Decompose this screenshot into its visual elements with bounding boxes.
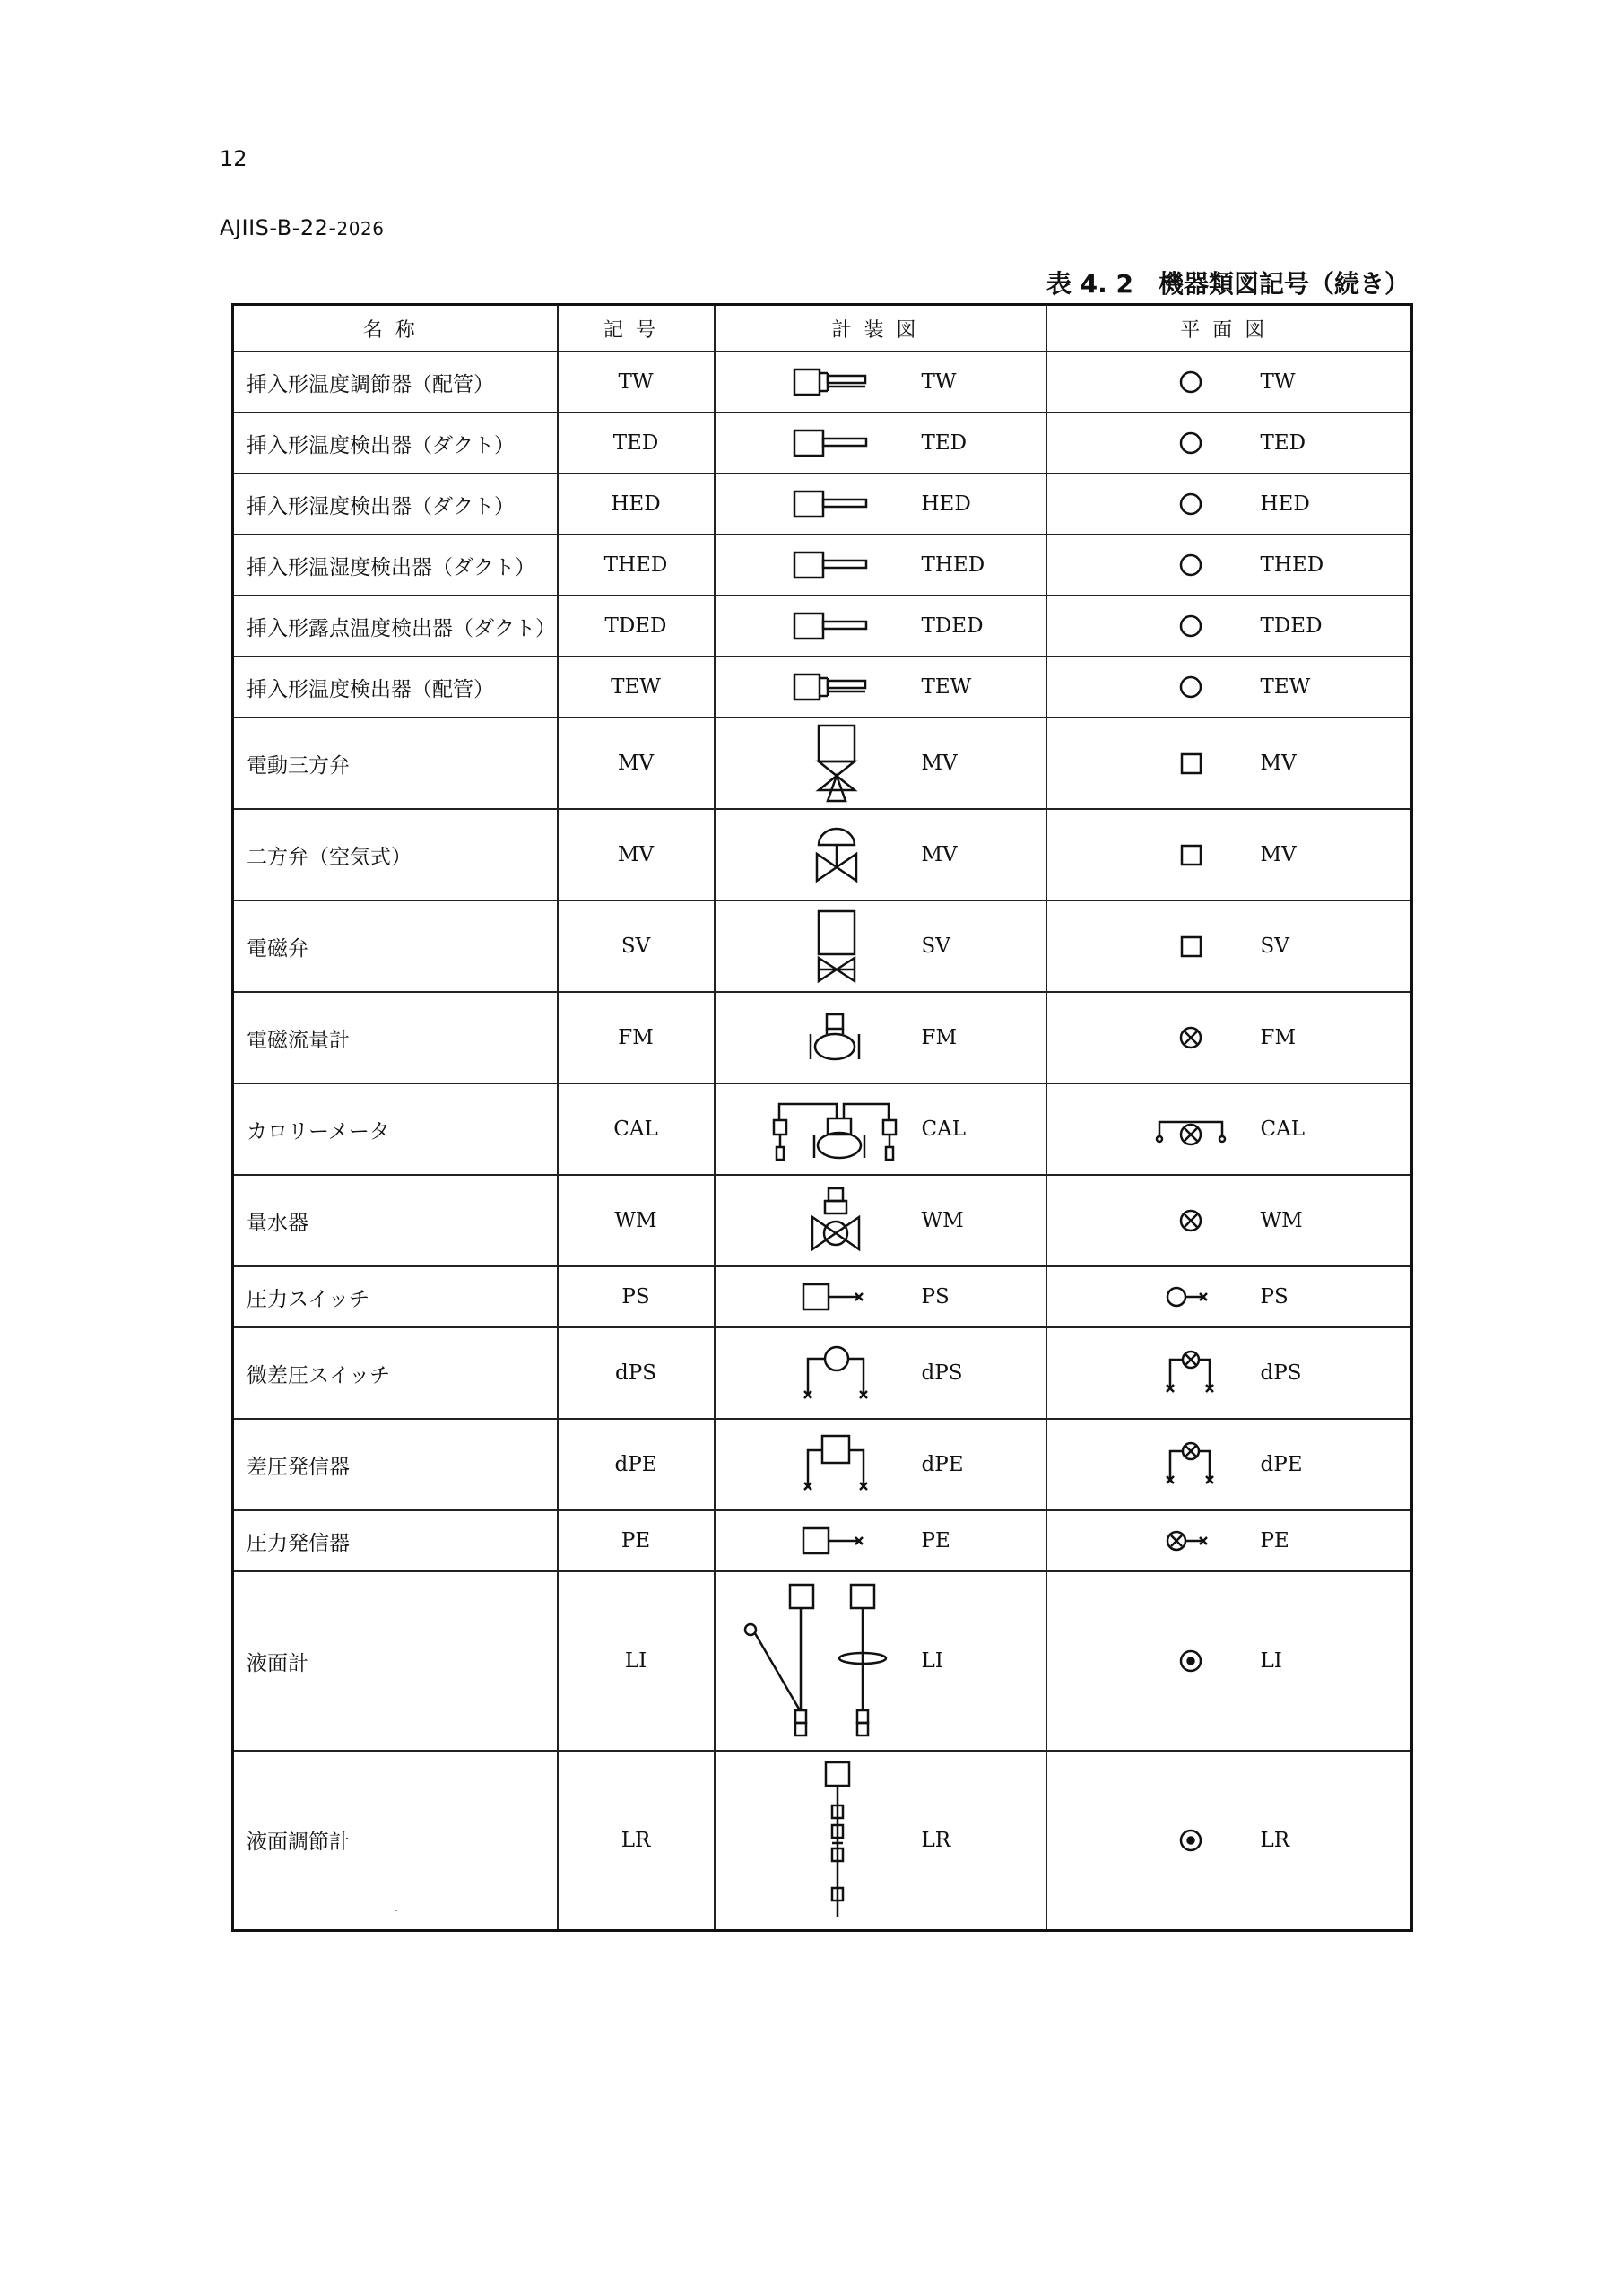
table-row	[233, 596, 1412, 657]
row-instrumentation	[715, 474, 1046, 535]
row-name: 圧力スイッチ	[233, 1266, 558, 1327]
plan-label: TED	[1260, 431, 1306, 455]
row-plan	[1046, 1266, 1412, 1327]
document-id-year: 2026	[336, 218, 385, 239]
circle-x-icon	[1177, 1207, 1204, 1234]
level-indicator-icon	[738, 1576, 908, 1746]
instrument-label: FM	[921, 1026, 958, 1049]
row-code: LR	[558, 1751, 715, 1930]
diff-pressure-switch-icon	[801, 1337, 872, 1409]
row-instrumentation	[715, 1751, 1046, 1930]
row-instrumentation	[715, 1510, 1046, 1571]
instrument-label: dPE	[921, 1453, 964, 1476]
instrument-label: TED	[921, 431, 968, 455]
row-instrumentation	[715, 1419, 1046, 1510]
plan-label: MV	[1260, 843, 1297, 866]
row-name: カロリーメータ	[233, 1083, 558, 1175]
row-instrumentation	[715, 413, 1046, 474]
instrument-label: TDED	[921, 614, 984, 638]
instrument-label: HED	[921, 492, 971, 516]
row-instrumentation	[715, 809, 1046, 900]
table-row	[233, 1266, 1412, 1327]
table-row	[233, 900, 1412, 992]
row-plan	[1046, 1419, 1412, 1510]
row-instrumentation	[715, 1266, 1046, 1327]
table-header-row	[233, 305, 1412, 352]
instrument-label: SV	[921, 935, 950, 958]
insertion-pipe-icon	[792, 669, 881, 705]
plan-label: MV	[1260, 752, 1297, 775]
plan-label: SV	[1260, 935, 1289, 958]
plan-label: TDED	[1260, 614, 1323, 638]
row-instrumentation	[715, 718, 1046, 809]
three-way-valve-icon	[810, 720, 864, 806]
table-row	[233, 1510, 1412, 1571]
row-name: 挿入形湿度検出器（ダクト）	[233, 474, 558, 535]
row-code: TEW	[558, 657, 715, 718]
instrument-label: MV	[921, 752, 958, 775]
row-code: SV	[558, 900, 715, 992]
row-name: 電磁弁	[233, 900, 558, 992]
symbol-table-wrapper	[231, 303, 1410, 1932]
calorie-plan-icon	[1150, 1111, 1231, 1147]
insertion-duct-icon	[792, 486, 881, 522]
row-instrumentation	[715, 352, 1046, 413]
insertion-duct-icon	[792, 425, 881, 461]
row-plan	[1046, 900, 1412, 992]
plan-label: dPE	[1260, 1453, 1303, 1476]
plan-label: HED	[1260, 492, 1310, 516]
flow-meter-icon	[805, 1011, 868, 1065]
diff-plan-icon	[1159, 1433, 1222, 1496]
row-code: CAL	[558, 1083, 715, 1175]
table-row	[233, 352, 1412, 413]
pressure-switch-icon	[796, 1279, 877, 1315]
instrument-label: PS	[921, 1285, 950, 1309]
row-code: MV	[558, 718, 715, 809]
pneumatic-valve-icon	[810, 823, 864, 886]
circle-icon	[1177, 369, 1204, 396]
insertion-duct-icon	[792, 547, 881, 583]
circle-icon	[1177, 430, 1204, 457]
row-code: FM	[558, 992, 715, 1083]
table-title: 表 4. 2 機器類図記号（続き）	[1046, 269, 1410, 299]
plan-label: PE	[1260, 1529, 1289, 1552]
circle-dot-icon	[1177, 1827, 1204, 1854]
row-plan	[1046, 657, 1412, 718]
instrument-label: THED	[921, 553, 985, 577]
scan-speck	[395, 1910, 397, 1911]
instrument-label: MV	[921, 843, 958, 866]
plan-label: THED	[1260, 553, 1324, 577]
row-code: HED	[558, 474, 715, 535]
header-name: 名称	[233, 305, 558, 352]
row-code: TDED	[558, 596, 715, 657]
plan-label: LI	[1260, 1649, 1282, 1673]
plan-label: WM	[1260, 1209, 1303, 1232]
diff-plan-icon	[1159, 1342, 1222, 1405]
row-name: 液面調節計	[233, 1751, 558, 1930]
row-code: LI	[558, 1571, 715, 1751]
plan-label: dPS	[1260, 1361, 1302, 1385]
table-row	[233, 1083, 1412, 1175]
row-plan	[1046, 596, 1412, 657]
solenoid-valve-icon	[810, 906, 864, 987]
circle-x-icon	[1177, 1024, 1204, 1051]
row-code: TW	[558, 352, 715, 413]
table-row	[233, 992, 1412, 1083]
instrument-label: PE	[921, 1529, 950, 1552]
row-name: 差圧発信器	[233, 1419, 558, 1510]
row-instrumentation	[715, 1327, 1046, 1419]
row-name: 挿入形温度検出器（ダクト）	[233, 413, 558, 474]
table-row	[233, 1571, 1412, 1751]
row-code: PE	[558, 1510, 715, 1571]
row-instrumentation	[715, 1175, 1046, 1266]
row-name: 電動三方弁	[233, 718, 558, 809]
circle-icon	[1177, 674, 1204, 700]
square-icon	[1177, 933, 1204, 960]
row-plan	[1046, 1175, 1412, 1266]
plan-label: LR	[1260, 1828, 1290, 1852]
instrument-label: dPS	[921, 1361, 963, 1385]
row-instrumentation	[715, 1571, 1046, 1751]
row-code: THED	[558, 535, 715, 596]
row-plan	[1046, 1571, 1412, 1751]
row-plan	[1046, 535, 1412, 596]
plan-label: PS	[1260, 1285, 1289, 1309]
table-row	[233, 657, 1412, 718]
row-code: TED	[558, 413, 715, 474]
row-plan	[1046, 718, 1412, 809]
symbol-table	[231, 303, 1413, 1932]
row-name: 挿入形露点温度検出器（ダクト）	[233, 596, 558, 657]
plan-label: TW	[1260, 370, 1296, 394]
circle-arrow-icon	[1164, 1283, 1218, 1310]
instrument-label: TW	[921, 370, 957, 394]
page-number: 12	[220, 146, 247, 171]
row-plan	[1046, 474, 1412, 535]
header-instrumentation: 計装図	[715, 305, 1046, 352]
row-plan	[1046, 809, 1412, 900]
table-row	[233, 413, 1412, 474]
circle-icon	[1177, 491, 1204, 517]
table-row	[233, 1175, 1412, 1266]
row-name: 挿入形温度検出器（配管）	[233, 657, 558, 718]
water-meter-icon	[805, 1185, 868, 1257]
table-row	[233, 535, 1412, 596]
row-code: dPE	[558, 1419, 715, 1510]
row-code: WM	[558, 1175, 715, 1266]
row-instrumentation	[715, 657, 1046, 718]
circle-icon	[1177, 613, 1204, 639]
header-plan: 平面図	[1046, 305, 1412, 352]
row-plan	[1046, 1327, 1412, 1419]
insertion-duct-icon	[792, 608, 881, 644]
circle-dot-icon	[1177, 1648, 1204, 1674]
row-code: MV	[558, 809, 715, 900]
row-name: 挿入形温度調節器（配管）	[233, 352, 558, 413]
row-code: PS	[558, 1266, 715, 1327]
row-plan	[1046, 992, 1412, 1083]
plan-label: CAL	[1260, 1118, 1305, 1141]
row-name: 電磁流量計	[233, 992, 558, 1083]
table-row	[233, 1327, 1412, 1419]
pressure-switch-icon	[796, 1523, 877, 1559]
square-icon	[1177, 750, 1204, 777]
row-name: 二方弁（空気式）	[233, 809, 558, 900]
instrument-label: LR	[921, 1828, 951, 1852]
plan-label: FM	[1260, 1026, 1297, 1049]
calorie-meter-icon	[765, 1093, 908, 1165]
row-instrumentation	[715, 596, 1046, 657]
row-instrumentation	[715, 535, 1046, 596]
circle-x-arrow-icon	[1164, 1527, 1218, 1554]
row-code: dPS	[558, 1327, 715, 1419]
table-row	[233, 718, 1412, 809]
row-name: 量水器	[233, 1175, 558, 1266]
circle-icon	[1177, 552, 1204, 578]
row-instrumentation	[715, 1083, 1046, 1175]
row-instrumentation	[715, 992, 1046, 1083]
table-row	[233, 474, 1412, 535]
instrument-label: LI	[921, 1649, 943, 1673]
diff-pressure-transmitter-icon	[801, 1429, 872, 1500]
instrument-label: CAL	[921, 1118, 966, 1141]
table-row	[233, 809, 1412, 900]
instrument-label: TEW	[921, 675, 972, 699]
table-row	[233, 1751, 1412, 1930]
document-id-main: AJIIS-B-22-	[220, 215, 337, 240]
plan-label: TEW	[1260, 675, 1311, 699]
square-icon	[1177, 841, 1204, 868]
header-code: 記号	[558, 305, 715, 352]
document-id	[220, 215, 384, 240]
row-plan	[1046, 352, 1412, 413]
row-name: 圧力発信器	[233, 1510, 558, 1571]
row-plan	[1046, 413, 1412, 474]
row-plan	[1046, 1083, 1412, 1175]
row-name: 挿入形温湿度検出器（ダクト）	[233, 535, 558, 596]
instrument-label: WM	[921, 1209, 964, 1232]
row-plan	[1046, 1510, 1412, 1571]
row-name: 微差圧スイッチ	[233, 1327, 558, 1419]
row-plan	[1046, 1751, 1412, 1930]
table-row	[233, 1419, 1412, 1510]
insertion-pipe-icon	[792, 364, 881, 400]
row-name: 液面計	[233, 1571, 558, 1751]
level-regulator-icon	[810, 1755, 864, 1926]
row-instrumentation	[715, 900, 1046, 992]
